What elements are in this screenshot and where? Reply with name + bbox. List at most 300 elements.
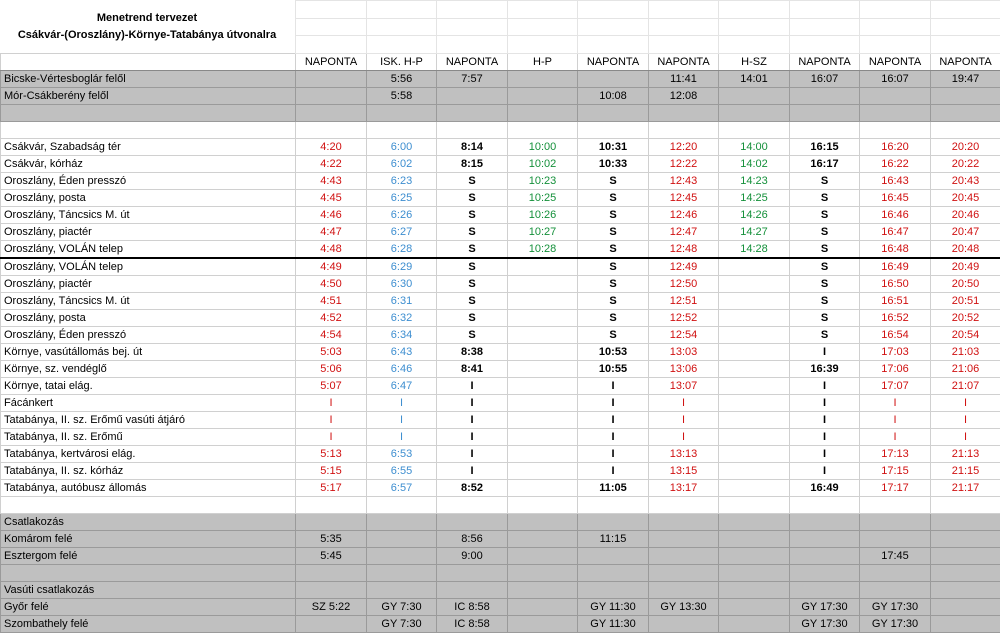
table-row bbox=[1, 240, 1000, 258]
time-cell: 6:34 bbox=[367, 326, 437, 343]
table-row bbox=[1, 343, 1000, 360]
table-row bbox=[1, 360, 1000, 377]
time-cell bbox=[508, 564, 578, 581]
time-cell bbox=[508, 513, 578, 530]
table-row bbox=[1, 394, 1000, 411]
table-row bbox=[1, 377, 1000, 394]
time-cell bbox=[931, 564, 1000, 581]
time-cell bbox=[719, 411, 790, 428]
time-cell: 16:45 bbox=[860, 189, 931, 206]
time-cell bbox=[719, 479, 790, 496]
time-cell: I bbox=[437, 377, 508, 394]
time-cell: 17:45 bbox=[860, 547, 931, 564]
time-cell: 14:26 bbox=[719, 206, 790, 223]
table-row bbox=[1, 428, 1000, 445]
time-cell bbox=[367, 547, 437, 564]
time-cell: 5:06 bbox=[296, 360, 367, 377]
time-cell: I bbox=[790, 411, 860, 428]
time-cell: 6:46 bbox=[367, 360, 437, 377]
stop-name: Tatabánya, kertvárosi elág. bbox=[1, 445, 296, 462]
time-cell: 12:20 bbox=[649, 138, 719, 155]
time-cell bbox=[719, 547, 790, 564]
table-row bbox=[1, 479, 1000, 496]
time-cell bbox=[367, 496, 437, 513]
time-cell: I bbox=[649, 428, 719, 445]
time-cell bbox=[719, 360, 790, 377]
time-cell: 21:07 bbox=[931, 377, 1000, 394]
stop-name: Környe, tatai elág. bbox=[1, 377, 296, 394]
time-cell bbox=[578, 547, 649, 564]
time-cell: 14:25 bbox=[719, 189, 790, 206]
time-cell: S bbox=[790, 309, 860, 326]
time-cell: S bbox=[790, 223, 860, 240]
time-cell: 10:23 bbox=[508, 172, 578, 189]
time-cell bbox=[437, 496, 508, 513]
time-cell: I bbox=[790, 428, 860, 445]
time-cell bbox=[508, 411, 578, 428]
time-cell: I bbox=[578, 445, 649, 462]
time-cell: S bbox=[578, 240, 649, 258]
time-cell: 12:22 bbox=[649, 155, 719, 172]
time-cell: 10:28 bbox=[508, 240, 578, 258]
time-cell: 16:15 bbox=[790, 138, 860, 155]
time-cell bbox=[931, 581, 1000, 598]
table-row bbox=[1, 309, 1000, 326]
time-cell bbox=[296, 87, 367, 104]
time-cell: I bbox=[860, 394, 931, 411]
time-cell: S bbox=[578, 258, 649, 276]
time-cell: 4:47 bbox=[296, 223, 367, 240]
time-cell: I bbox=[790, 445, 860, 462]
time-cell bbox=[508, 292, 578, 309]
table-row bbox=[1, 292, 1000, 309]
time-cell: S bbox=[578, 326, 649, 343]
time-cell: 17:15 bbox=[860, 462, 931, 479]
time-cell bbox=[790, 581, 860, 598]
table-row bbox=[1, 258, 1000, 276]
time-cell: 10:55 bbox=[578, 360, 649, 377]
time-cell: I bbox=[437, 462, 508, 479]
time-cell bbox=[578, 496, 649, 513]
table-row bbox=[1, 206, 1000, 223]
time-cell bbox=[508, 394, 578, 411]
time-cell: 12:52 bbox=[649, 309, 719, 326]
time-cell: GY 11:30 bbox=[578, 615, 649, 632]
time-cell: S bbox=[578, 292, 649, 309]
time-cell: 8:41 bbox=[437, 360, 508, 377]
table-row bbox=[1, 615, 1000, 632]
time-cell: 16:49 bbox=[860, 258, 931, 276]
table-row bbox=[1, 496, 1000, 513]
time-cell: 9:00 bbox=[437, 547, 508, 564]
time-cell bbox=[719, 377, 790, 394]
time-cell bbox=[860, 530, 931, 547]
time-cell bbox=[860, 104, 931, 121]
time-cell: I bbox=[578, 428, 649, 445]
time-cell: 21:17 bbox=[931, 479, 1000, 496]
time-cell: 20:22 bbox=[931, 155, 1000, 172]
time-cell: 10:25 bbox=[508, 189, 578, 206]
time-cell bbox=[931, 496, 1000, 513]
time-cell bbox=[860, 496, 931, 513]
table-row bbox=[1, 223, 1000, 240]
time-cell bbox=[578, 513, 649, 530]
col-header: NAPONTA bbox=[578, 53, 649, 70]
time-cell: I bbox=[649, 394, 719, 411]
time-cell: S bbox=[790, 240, 860, 258]
stop-name: Tatabánya, II. sz. Erőmű vasúti átjáró bbox=[1, 411, 296, 428]
time-cell bbox=[719, 445, 790, 462]
time-cell bbox=[508, 121, 578, 138]
time-cell: I bbox=[790, 462, 860, 479]
stop-name bbox=[1, 104, 296, 121]
time-cell: S bbox=[437, 258, 508, 276]
time-cell: 6:00 bbox=[367, 138, 437, 155]
stop-name: Oroszlány, Éden presszó bbox=[1, 172, 296, 189]
time-cell bbox=[296, 496, 367, 513]
time-cell: I bbox=[931, 428, 1000, 445]
time-cell: 20:52 bbox=[931, 309, 1000, 326]
stop-name bbox=[1, 496, 296, 513]
table-row bbox=[1, 138, 1000, 155]
time-cell bbox=[296, 121, 367, 138]
table-row bbox=[1, 70, 1000, 87]
time-cell: 19:47 bbox=[931, 70, 1000, 87]
time-cell bbox=[860, 513, 931, 530]
time-cell: 12:45 bbox=[649, 189, 719, 206]
time-cell: 20:48 bbox=[931, 240, 1000, 258]
time-cell: I bbox=[578, 394, 649, 411]
stop-name: Oroszlány, VOLÁN telep bbox=[1, 240, 296, 258]
table-row bbox=[1, 598, 1000, 615]
time-cell: S bbox=[790, 189, 860, 206]
table-row bbox=[1, 462, 1000, 479]
col-header: NAPONTA bbox=[437, 53, 508, 70]
time-cell bbox=[367, 530, 437, 547]
time-cell: 6:30 bbox=[367, 275, 437, 292]
table-row bbox=[1, 87, 1000, 104]
time-cell bbox=[719, 326, 790, 343]
time-cell: 6:32 bbox=[367, 309, 437, 326]
time-cell: I bbox=[860, 411, 931, 428]
time-cell: 12:48 bbox=[649, 240, 719, 258]
time-cell bbox=[719, 104, 790, 121]
time-cell bbox=[649, 530, 719, 547]
time-cell: 14:27 bbox=[719, 223, 790, 240]
time-cell bbox=[367, 581, 437, 598]
time-cell: 14:28 bbox=[719, 240, 790, 258]
stop-name: Környe, sz. vendéglő bbox=[1, 360, 296, 377]
time-cell: 4:48 bbox=[296, 240, 367, 258]
time-cell: 14:01 bbox=[719, 70, 790, 87]
time-cell bbox=[296, 513, 367, 530]
time-cell bbox=[719, 462, 790, 479]
time-cell bbox=[719, 598, 790, 615]
time-cell bbox=[649, 513, 719, 530]
time-cell: 21:06 bbox=[931, 360, 1000, 377]
time-cell bbox=[578, 564, 649, 581]
time-cell: I bbox=[790, 343, 860, 360]
time-cell bbox=[437, 121, 508, 138]
stop-name: Oroszlány, Táncsics M. út bbox=[1, 206, 296, 223]
time-cell bbox=[508, 462, 578, 479]
header-corner bbox=[1, 53, 296, 70]
time-cell bbox=[508, 104, 578, 121]
time-cell: 4:52 bbox=[296, 309, 367, 326]
time-cell: 13:07 bbox=[649, 377, 719, 394]
time-cell: S bbox=[578, 172, 649, 189]
stop-name: Szombathely felé bbox=[1, 615, 296, 632]
time-cell: 5:07 bbox=[296, 377, 367, 394]
time-cell bbox=[649, 581, 719, 598]
time-cell: 13:13 bbox=[649, 445, 719, 462]
time-cell: I bbox=[931, 394, 1000, 411]
time-cell: 14:02 bbox=[719, 155, 790, 172]
time-cell: 10:00 bbox=[508, 138, 578, 155]
time-cell: 5:35 bbox=[296, 530, 367, 547]
time-cell bbox=[719, 292, 790, 309]
time-cell bbox=[719, 275, 790, 292]
document-title bbox=[0, 0, 294, 52]
col-header: NAPONTA bbox=[790, 53, 860, 70]
time-cell: I bbox=[578, 462, 649, 479]
col-header: H-P bbox=[508, 53, 578, 70]
stop-name: Oroszlány, Táncsics M. út bbox=[1, 292, 296, 309]
time-cell: 16:39 bbox=[790, 360, 860, 377]
time-cell bbox=[931, 513, 1000, 530]
time-cell: 6:29 bbox=[367, 258, 437, 276]
time-cell: 5:15 bbox=[296, 462, 367, 479]
time-cell: IC 8:58 bbox=[437, 598, 508, 615]
table-row bbox=[1, 547, 1000, 564]
time-cell bbox=[508, 87, 578, 104]
time-cell bbox=[437, 104, 508, 121]
time-cell: 14:00 bbox=[719, 138, 790, 155]
time-cell: 17:06 bbox=[860, 360, 931, 377]
time-cell: S bbox=[437, 206, 508, 223]
time-cell bbox=[367, 564, 437, 581]
table-row bbox=[1, 530, 1000, 547]
time-cell: S bbox=[437, 292, 508, 309]
time-cell: 16:51 bbox=[860, 292, 931, 309]
col-header: H-SZ bbox=[719, 53, 790, 70]
time-cell: 10:53 bbox=[578, 343, 649, 360]
time-cell bbox=[437, 87, 508, 104]
time-cell bbox=[860, 564, 931, 581]
time-cell: 12:08 bbox=[649, 87, 719, 104]
time-cell: 10:31 bbox=[578, 138, 649, 155]
header-row bbox=[1, 53, 1000, 70]
time-cell: 13:03 bbox=[649, 343, 719, 360]
time-cell: 12:50 bbox=[649, 275, 719, 292]
time-cell bbox=[719, 309, 790, 326]
time-cell: I bbox=[367, 394, 437, 411]
time-cell: 20:51 bbox=[931, 292, 1000, 309]
stop-name: Csatlakozás bbox=[1, 513, 296, 530]
time-cell: I bbox=[578, 411, 649, 428]
time-cell bbox=[790, 121, 860, 138]
time-cell: I bbox=[367, 411, 437, 428]
time-cell: 16:49 bbox=[790, 479, 860, 496]
time-cell bbox=[790, 564, 860, 581]
time-cell bbox=[508, 530, 578, 547]
time-cell: 5:03 bbox=[296, 343, 367, 360]
time-cell: 16:17 bbox=[790, 155, 860, 172]
time-cell: 6:57 bbox=[367, 479, 437, 496]
time-cell bbox=[719, 258, 790, 276]
time-cell bbox=[790, 87, 860, 104]
time-cell: I bbox=[437, 411, 508, 428]
time-cell: 16:54 bbox=[860, 326, 931, 343]
time-cell bbox=[719, 343, 790, 360]
time-cell bbox=[931, 87, 1000, 104]
time-cell: SZ 5:22 bbox=[296, 598, 367, 615]
time-cell bbox=[578, 121, 649, 138]
col-header: NAPONTA bbox=[931, 53, 1000, 70]
time-cell: I bbox=[790, 377, 860, 394]
time-cell: 20:50 bbox=[931, 275, 1000, 292]
table-row bbox=[1, 275, 1000, 292]
time-cell bbox=[719, 87, 790, 104]
time-cell bbox=[649, 615, 719, 632]
time-cell: I bbox=[649, 411, 719, 428]
stop-name: Tatabánya, II. sz. Erőmű bbox=[1, 428, 296, 445]
time-cell bbox=[860, 581, 931, 598]
time-cell: 12:47 bbox=[649, 223, 719, 240]
time-cell: 16:22 bbox=[860, 155, 931, 172]
time-cell: S bbox=[790, 206, 860, 223]
time-cell bbox=[931, 547, 1000, 564]
time-cell bbox=[578, 104, 649, 121]
time-cell bbox=[508, 581, 578, 598]
time-cell: 20:49 bbox=[931, 258, 1000, 276]
time-cell bbox=[860, 121, 931, 138]
time-cell: 16:07 bbox=[790, 70, 860, 87]
time-cell: S bbox=[790, 275, 860, 292]
table-row bbox=[1, 326, 1000, 343]
time-cell bbox=[296, 615, 367, 632]
col-header: ISK. H-P bbox=[367, 53, 437, 70]
time-cell bbox=[649, 121, 719, 138]
time-cell: GY 17:30 bbox=[790, 598, 860, 615]
time-cell: 4:22 bbox=[296, 155, 367, 172]
stop-name: Csákvár, kórház bbox=[1, 155, 296, 172]
time-cell: 5:56 bbox=[367, 70, 437, 87]
time-cell: S bbox=[437, 275, 508, 292]
stop-name: Bicske-Vértesboglár felől bbox=[1, 70, 296, 87]
time-cell: S bbox=[578, 206, 649, 223]
time-cell: 8:56 bbox=[437, 530, 508, 547]
time-cell bbox=[508, 326, 578, 343]
time-cell bbox=[790, 547, 860, 564]
time-cell bbox=[578, 581, 649, 598]
time-cell bbox=[367, 121, 437, 138]
table-row bbox=[1, 581, 1000, 598]
time-cell: 16:07 bbox=[860, 70, 931, 87]
time-cell bbox=[931, 121, 1000, 138]
stop-name: Oroszlány, VOLÁN telep bbox=[1, 258, 296, 276]
time-cell: 10:27 bbox=[508, 223, 578, 240]
time-cell bbox=[719, 564, 790, 581]
time-cell bbox=[649, 496, 719, 513]
time-cell: I bbox=[578, 377, 649, 394]
time-cell bbox=[367, 104, 437, 121]
time-cell: 6:27 bbox=[367, 223, 437, 240]
time-cell: 16:46 bbox=[860, 206, 931, 223]
time-cell: S bbox=[437, 189, 508, 206]
time-cell: S bbox=[437, 326, 508, 343]
time-cell: 12:43 bbox=[649, 172, 719, 189]
time-cell bbox=[508, 343, 578, 360]
time-cell: 13:06 bbox=[649, 360, 719, 377]
table-row bbox=[1, 172, 1000, 189]
table-row bbox=[1, 445, 1000, 462]
time-cell bbox=[508, 70, 578, 87]
stop-name: Oroszlány, posta bbox=[1, 309, 296, 326]
time-cell: 6:55 bbox=[367, 462, 437, 479]
time-cell: S bbox=[790, 172, 860, 189]
time-cell bbox=[719, 428, 790, 445]
time-cell: 4:43 bbox=[296, 172, 367, 189]
time-cell: I bbox=[367, 428, 437, 445]
time-cell: 6:26 bbox=[367, 206, 437, 223]
time-cell: 8:15 bbox=[437, 155, 508, 172]
time-cell bbox=[649, 104, 719, 121]
time-cell bbox=[790, 104, 860, 121]
time-cell: 12:46 bbox=[649, 206, 719, 223]
time-cell: 6:43 bbox=[367, 343, 437, 360]
title-line-1: Menetrend tervezet bbox=[96, 12, 198, 24]
time-cell: S bbox=[437, 223, 508, 240]
time-cell bbox=[296, 70, 367, 87]
time-cell: 20:20 bbox=[931, 138, 1000, 155]
time-cell: 6:47 bbox=[367, 377, 437, 394]
time-cell: S bbox=[578, 275, 649, 292]
time-cell: I bbox=[437, 394, 508, 411]
time-cell: GY 7:30 bbox=[367, 598, 437, 615]
table-row bbox=[1, 564, 1000, 581]
time-cell: 10:02 bbox=[508, 155, 578, 172]
time-cell: S bbox=[437, 172, 508, 189]
time-cell: 12:54 bbox=[649, 326, 719, 343]
table-row bbox=[1, 189, 1000, 206]
time-cell: 17:13 bbox=[860, 445, 931, 462]
time-cell: 6:31 bbox=[367, 292, 437, 309]
stop-name: Tatabánya, autóbusz állomás bbox=[1, 479, 296, 496]
stop-name bbox=[1, 564, 296, 581]
time-cell: 4:45 bbox=[296, 189, 367, 206]
time-cell: 13:17 bbox=[649, 479, 719, 496]
time-cell: I bbox=[437, 428, 508, 445]
stop-name: Tatabánya, II. sz. kórház bbox=[1, 462, 296, 479]
time-cell: GY 11:30 bbox=[578, 598, 649, 615]
time-cell bbox=[508, 598, 578, 615]
time-cell bbox=[508, 428, 578, 445]
time-cell: GY 17:30 bbox=[790, 615, 860, 632]
time-cell bbox=[719, 581, 790, 598]
time-cell: 14:23 bbox=[719, 172, 790, 189]
time-cell: I bbox=[437, 445, 508, 462]
time-cell bbox=[860, 87, 931, 104]
time-cell bbox=[437, 564, 508, 581]
time-cell: 4:54 bbox=[296, 326, 367, 343]
time-cell bbox=[508, 479, 578, 496]
time-cell bbox=[508, 275, 578, 292]
time-cell: 16:50 bbox=[860, 275, 931, 292]
time-cell: 11:41 bbox=[649, 70, 719, 87]
time-cell: S bbox=[790, 258, 860, 276]
time-cell: 4:20 bbox=[296, 138, 367, 155]
